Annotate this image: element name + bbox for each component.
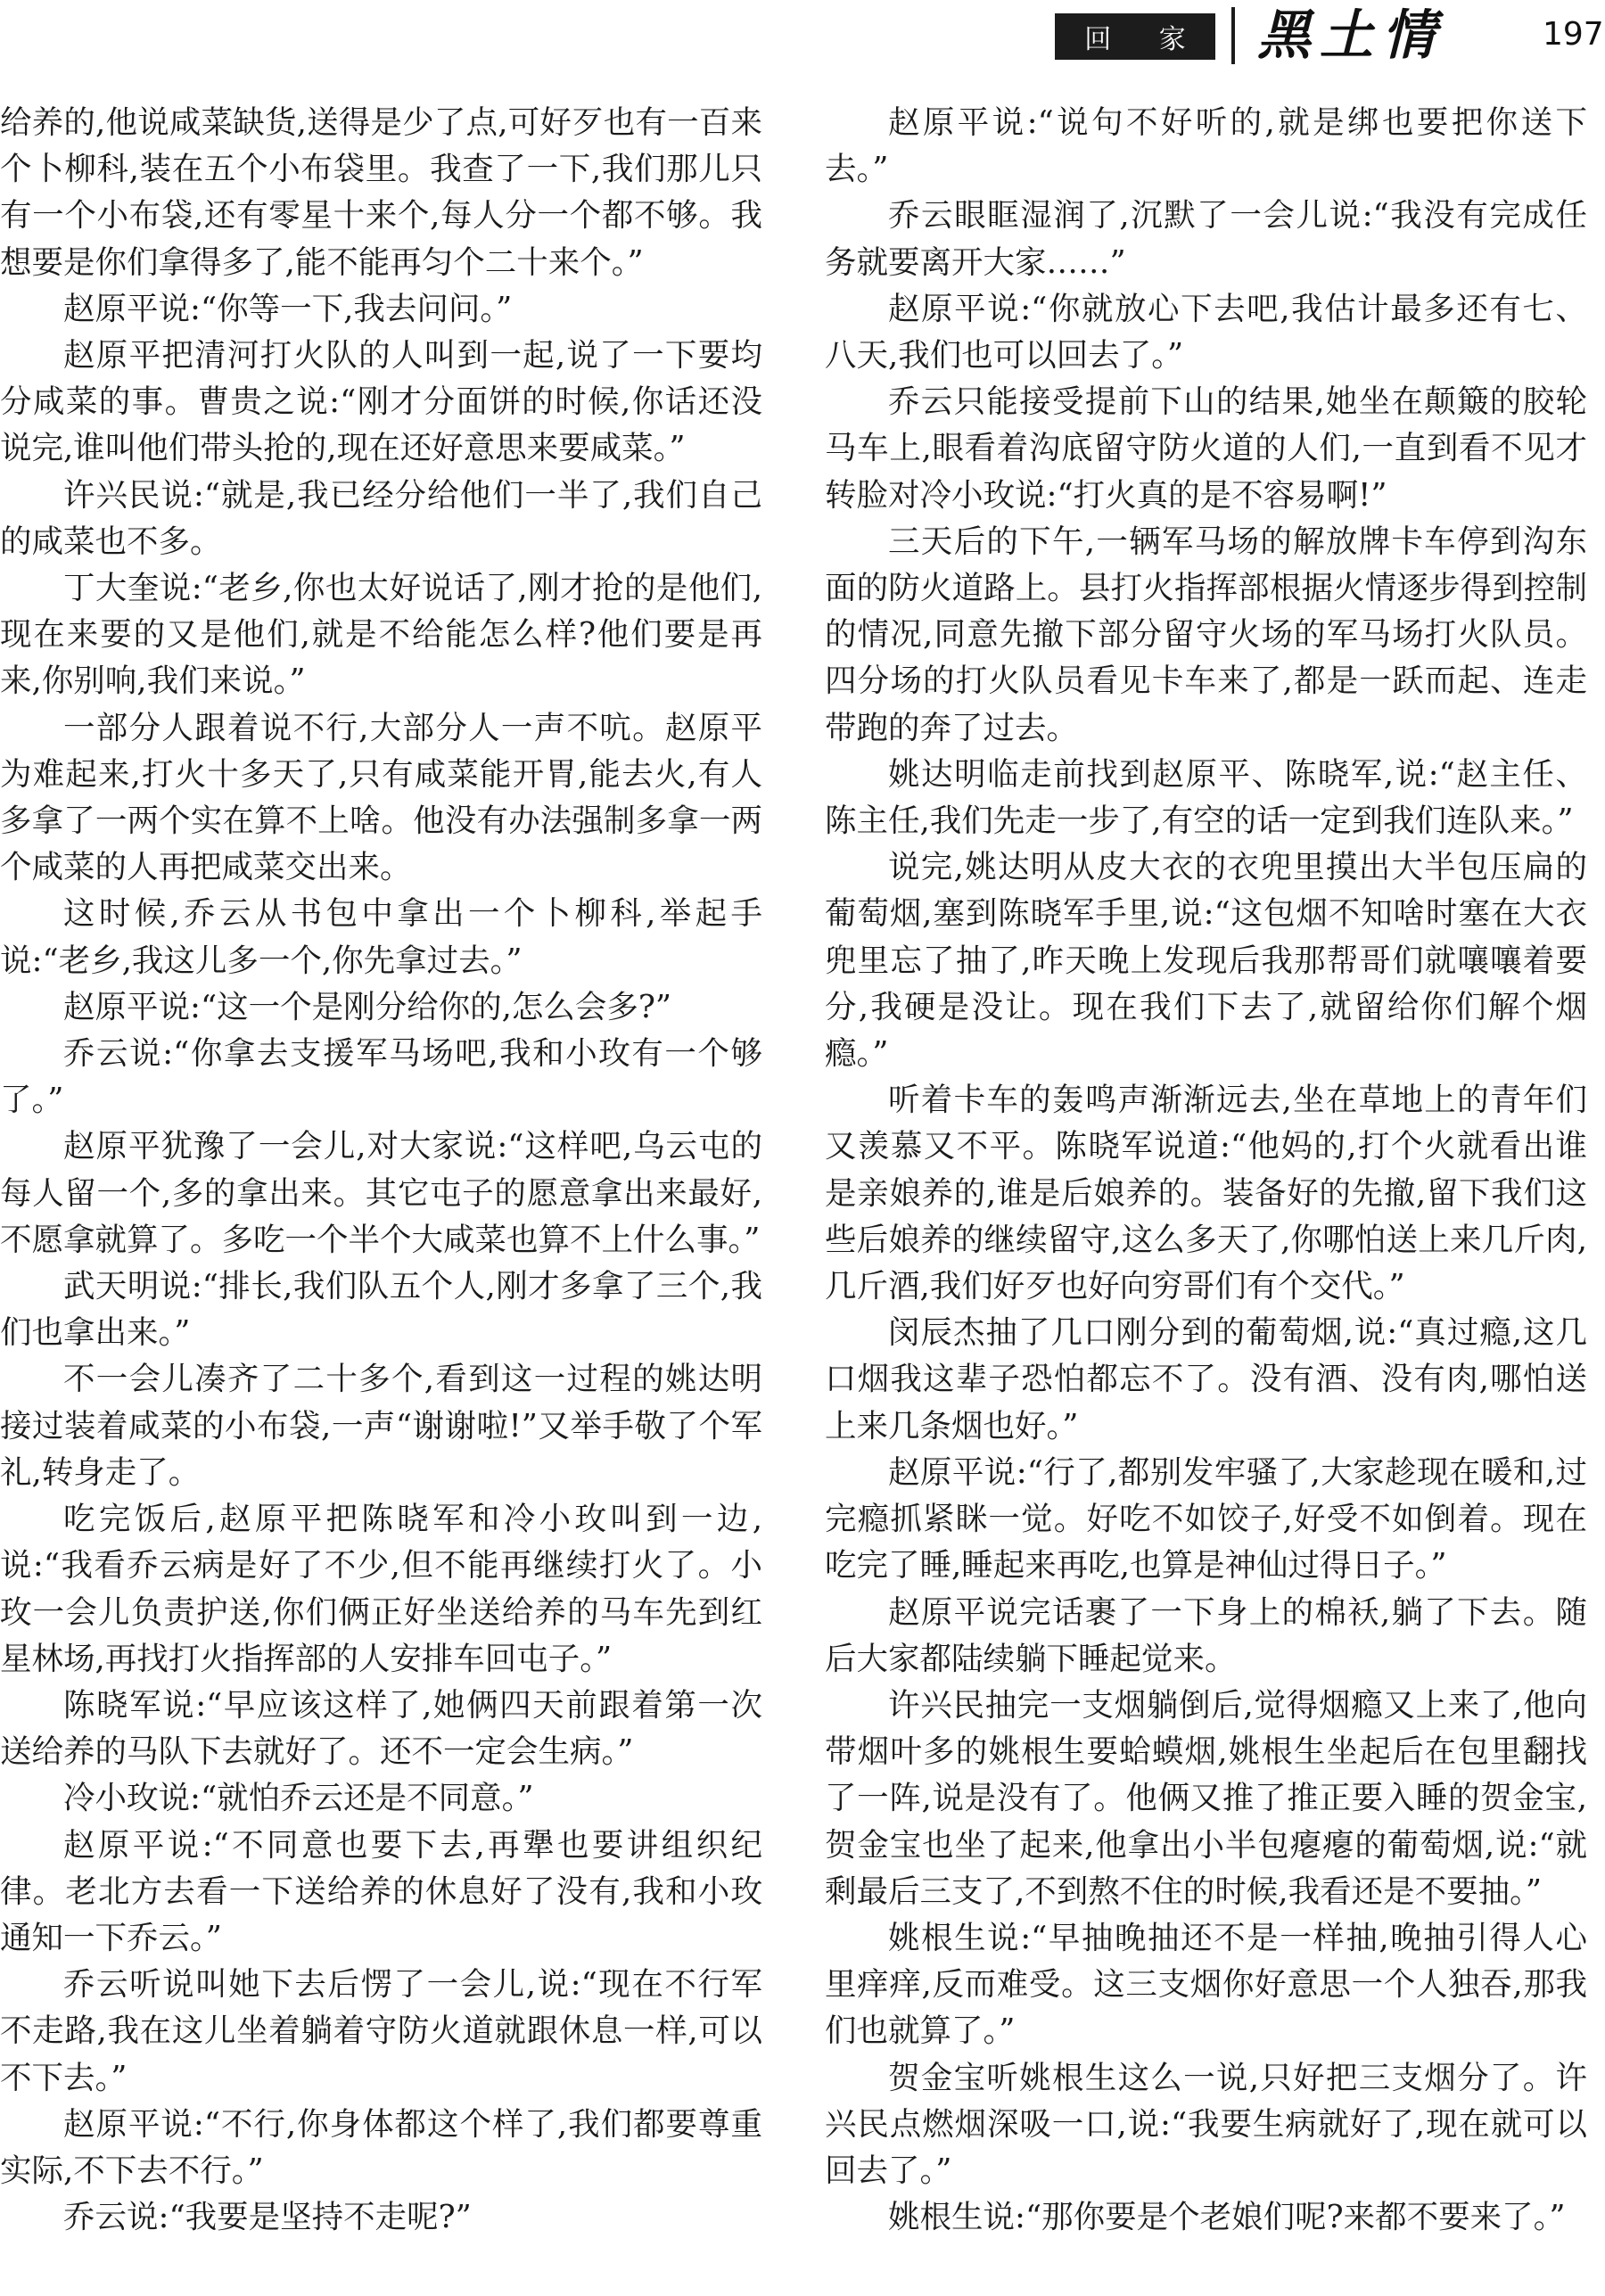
paragraph: 姚根生说:“那你要是个老娘们呢?来都不要来了。”	[888, 2199, 1566, 2236]
paragraph: 三天后的下午,一辆军马场的解放牌卡车停到沟东面的防火道路上。县打火指挥部根据火情逐步得到控制的情况,同意先撤下部分留守火场的军马场打火队员。四分场的打火队员看见卡车来了,都是一跃而起、连走带跑的奔了过去。	[825, 523, 1587, 746]
paragraph: 姚达明临走前找到赵原平、陈晓军,说:“赵主任、陈主任,我们先走一步了,有空的话一定到我们连队来。”	[825, 755, 1587, 840]
paragraph: 姚根生说:“早抽晚抽还不是一样抽,晚抽引得人心里痒痒,反而难受。这三支烟你好意思一个人独吞,那我们也就算了。”	[825, 1919, 1587, 2050]
paragraph: 许兴民抽完一支烟躺倒后,觉得烟瘾又上来了,他向带烟叶多的姚根生要蛤蟆烟,姚根生坐起后在包里翻找了一阵,说是没有了。他俩又推了推正要入睡的贺金宝,贺金宝也坐了起来,他拿出小半包瘪瘪的葡萄烟,说:“就剩最后三支了,不到熬不住的时候,我看还是不要抽。”	[825, 1686, 1587, 1910]
paragraph: 乔云说:“你拿去支援军马场吧,我和小玫有一个够了。”	[0, 1035, 762, 1119]
paragraph: 乔云说:“我要是坚持不走呢?”	[63, 2199, 472, 2236]
header-divider	[1231, 7, 1235, 64]
paragraph: 赵原平说:“说句不好听的,就是绑也要把你送下去。”	[825, 104, 1587, 188]
paragraph: 不一会儿凑齐了二十多个,看到这一过程的姚达明接过装着咸菜的小布袋,一声“谢谢啦!”又举手敬了个军礼,转身走了。	[0, 1361, 762, 1491]
paragraph: 赵原平犹豫了一会儿,对大家说:“这样吧,乌云屯的每人留一个,多的拿出来。其它屯子的愿意拿出来最好,不愿拿就算了。多吃一个半个大咸菜也算不上什么事。”	[0, 1128, 762, 1258]
paragraph: 说完,姚达明从皮大衣的衣兜里摸出大半包压扁的葡萄烟,塞到陈晓军手里,说:“这包烟不知啥时塞在大衣兜里忘了抽了,昨天晚上发现后我那帮哥们就嚷嚷着要分,我硬是没让。现在我们下去了,就留给你们解个烟瘾。”	[825, 849, 1587, 1073]
paragraph: 吃完饭后,赵原平把陈晓军和冷小玫叫到一边,说:“我看乔云病是好了不少,但不能再继续打火了。小玫一会儿负责护送,你们俩正好坐送给养的马车先到红星林场,再找打火指挥部的人安排车回屯子。”	[0, 1501, 762, 1677]
paragraph: 赵原平说:“这一个是刚分给你的,怎么会多?”	[63, 988, 672, 1025]
paragraph: 一部分人跟着说不行,大部分人一声不吭。赵原平为难起来,打火十多天了,只有咸菜能开胃,能去火,有人多拿了一两个实在算不上啥。他没有办法强制多拿一两个咸菜的人再把咸菜交出来。	[0, 709, 762, 886]
paragraph: 这时候,乔云从书包中拿出一个卜柳科,举起手说:“老乡,我这儿多一个,你先拿过去。”	[0, 895, 762, 979]
paragraph: 丁大奎说:“老乡,你也太好说话了,刚才抢的是他们,现在来要的又是他们,就是不给能怎么样?他们要是再来,你别响,我们来说。”	[0, 570, 762, 700]
paragraph: 贺金宝听姚根生这么一说,只好把三支烟分了。许兴民点燃烟深吸一口,说:“我要生病就好了,现在就可以回去了。”	[825, 2059, 1587, 2189]
paragraph: 许兴民说:“就是,我已经分给他们一半了,我们自己的咸菜也不多。	[0, 476, 762, 560]
paragraph: 赵原平说:“你就放心下去吧,我估计最多还有七、八天,我们也可以回去了。”	[825, 290, 1587, 374]
paragraph: 赵原平说:“你等一下,我去问问。”	[63, 290, 513, 327]
paragraph: 赵原平说完话裹了一下身上的棉袄,躺了下去。随后大家都陆续躺下睡起觉来。	[825, 1593, 1587, 1677]
paragraph: 赵原平说:“不同意也要下去,再犟也要讲组织纪律。老北方去看一下送给养的休息好了没有,我和小玫通知一下乔云。”	[0, 1826, 762, 1956]
left-text-column	[0, 100, 762, 2241]
paragraph: 听着卡车的轰鸣声渐渐远去,坐在草地上的青年们又羡慕又不平。陈晓军说道:“他妈的,打个火就看出谁是亲娘养的,谁是后娘养的。装备好的先撤,留下我们这些后娘养的继续留守,这么多天了,你哪怕送上来几斤肉,几斤酒,我们好歹也好向穷哥们有个交代。”	[825, 1082, 1587, 1305]
paragraph: 给养的,他说咸菜缺货,送得是少了点,可好歹也有一百来个卜柳科,装在五个小布袋里。我查了一下,我们那儿只有一个小布袋,还有零星十来个,每人分一个都不够。我想要是你们拿得多了,能不能再匀个二十来个。”	[0, 104, 762, 281]
paragraph: 赵原平说:“行了,都别发牢骚了,大家趁现在暖和,过完瘾抓紧眯一觉。好吃不如饺子,好受不如倒着。现在吃完了睡,睡起来再吃,也算是神仙过得日子。”	[825, 1453, 1587, 1584]
section-tag: 回 家	[1055, 13, 1215, 60]
paragraph: 闵辰杰抽了几口刚分到的葡萄烟,说:“真过瘾,这几口烟我这辈子恐怕都忘不了。没有酒、没有肉,哪怕送上来几条烟也好。”	[825, 1314, 1587, 1444]
page-number: 197	[1543, 16, 1604, 53]
column-title-logo: 黑土情	[1257, 4, 1444, 67]
right-text-column	[825, 100, 1587, 2241]
page-header	[0, 0, 1605, 89]
paragraph: 乔云听说叫她下去后愣了一会儿,说:“现在不行军不走路,我在这儿坐着躺着守防火道就跟休息一样,可以不下去。”	[0, 1966, 762, 2096]
paragraph: 武天明说:“排长,我们队五个人,刚才多拿了三个,我们也拿出来。”	[0, 1268, 762, 1352]
paragraph: 陈晓军说:“早应该这样了,她俩四天前跟着第一次送给养的马队下去就好了。还不一定会生病。”	[0, 1686, 762, 1771]
paragraph: 赵原平说:“不行,你身体都这个样了,我们都要尊重实际,不下去不行。”	[0, 2105, 762, 2189]
paragraph: 乔云只能接受提前下山的结果,她坐在颠簸的胶轮马车上,眼看着沟底留守防火道的人们,一直到看不见才转脸对冷小玫说:“打火真的是不容易啊!”	[825, 383, 1587, 514]
paragraph: 乔云眼眶湿润了,沉默了一会儿说:“我没有完成任务就要离开大家……”	[825, 197, 1587, 281]
paragraph: 冷小玫说:“就怕乔云还是不同意。”	[63, 1780, 534, 1817]
paragraph: 赵原平把清河打火队的人叫到一起,说了一下要均分咸菜的事。曹贵之说:“刚才分面饼的时候,你话还没说完,谁叫他们带头抢的,现在还好意思来要咸菜。”	[0, 337, 762, 467]
